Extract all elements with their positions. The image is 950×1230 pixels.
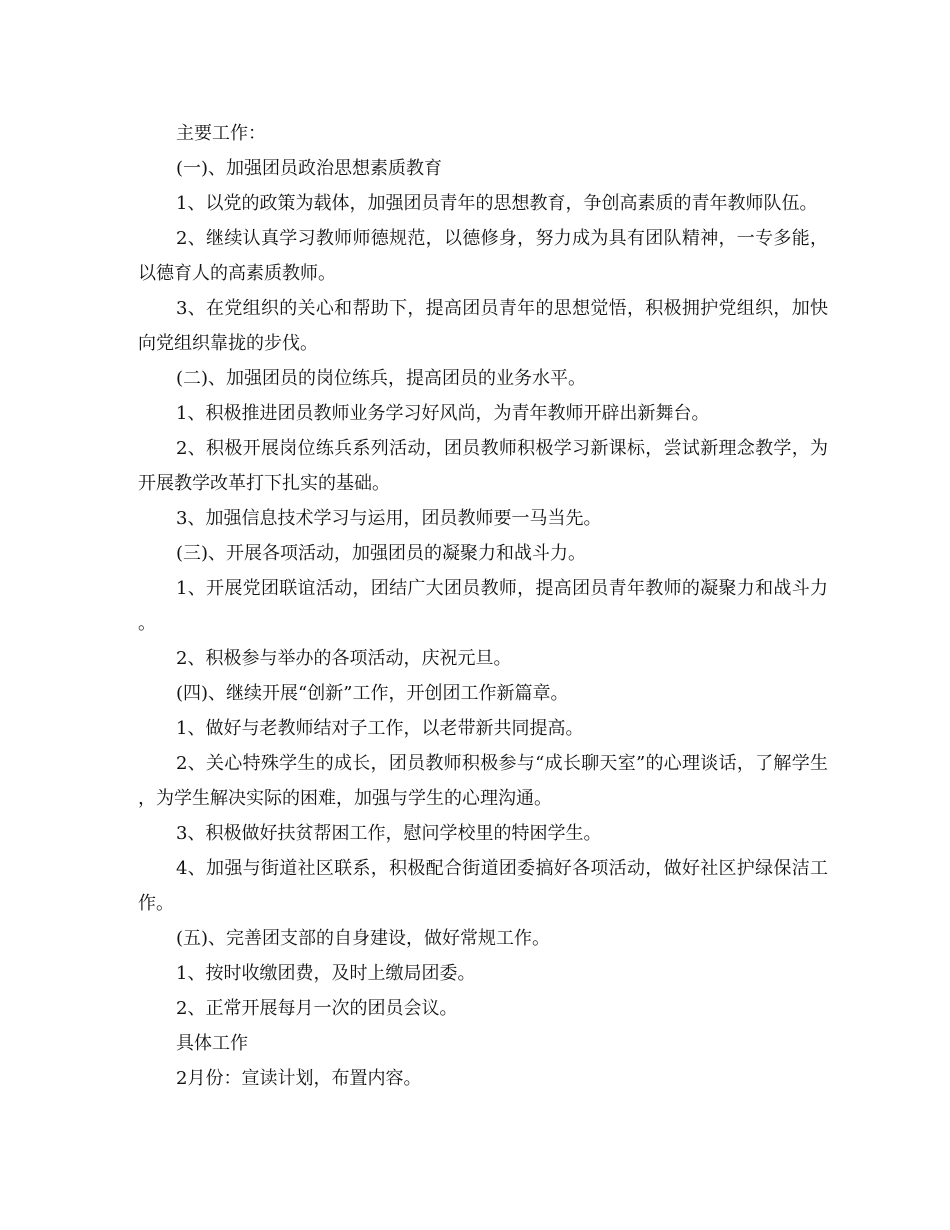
- paragraph-2-2: 2、积极开展岗位练兵系列活动，团员教师积极学习新课标，尝试新理念教学，为开展教学改革打下扎实的基础。: [138, 438, 828, 494]
- paragraph-3-1: 1、开展党团联谊活动，团结广大团员教师，提高团员青年教师的凝聚力和战斗力。: [138, 578, 828, 634]
- paragraph-5-1: 1、按时收缴团费，及时上缴局团委。: [176, 963, 476, 984]
- paragraph-4-4: 4、加强与街道社区联系，积极配合街道团委搞好各项活动，做好社区护绿保洁工作。: [138, 858, 828, 914]
- section-heading-1: (一)、加强团员政治思想素质教育: [176, 158, 443, 179]
- paragraph-1-3: 3、在党组织的关心和帮助下，提高团员青年的思想觉悟，积极拥护党组织，加快向党组织靠拢的步伐。: [138, 298, 828, 354]
- paragraph-2-3: 3、加强信息技术学习与运用，团员教师要一马当先。: [176, 508, 602, 529]
- paragraph-1-1: 1、以党的政策为载体，加强团员青年的思想教育，争创高素质的青年教师队伍。: [176, 193, 818, 214]
- section-heading-4: (四)、继续开展“创新”工作，开创团工作新篇章。: [176, 683, 569, 704]
- paragraph-2-1: 1、积极推进团员教师业务学习好风尚，为青年教师开辟出新舞台。: [176, 403, 710, 424]
- document-body: [138, 116, 828, 1096]
- schedule-item-february: 2月份：宣读计划，布置内容。: [176, 1068, 422, 1089]
- section-heading-main-work: 主要工作：: [176, 123, 266, 144]
- paragraph-4-3: 3、积极做好扶贫帮困工作，慰问学校里的特困学生。: [176, 823, 602, 844]
- paragraph-5-2: 2、正常开展每月一次的团员会议。: [176, 998, 458, 1019]
- paragraph-1-2: 2、继续认真学习教师师德规范，以德修身，努力成为具有团队精神，一专多能，以德育人的高素质教师。: [138, 228, 828, 284]
- paragraph-4-2: 2、关心特殊学生的成长，团员教师积极参与“成长聊天室”的心理谈话，了解学生，为学生解决实际的困难，加强与学生的心理沟通。: [138, 753, 828, 809]
- section-heading-5: (五)、完善团支部的自身建设，做好常规工作。: [176, 928, 551, 949]
- section-heading-2: (二)、加强团员的岗位练兵，提高团员的业务水平。: [176, 368, 587, 389]
- section-heading-specific-work: 具体工作: [176, 1033, 248, 1054]
- paragraph-3-2: 2、积极参与举办的各项活动，庆祝元旦。: [176, 648, 512, 669]
- paragraph-4-1: 1、做好与老教师结对子工作，以老带新共同提高。: [176, 718, 584, 739]
- section-heading-3: (三)、开展各项活动，加强团员的凝聚力和战斗力。: [176, 543, 587, 564]
